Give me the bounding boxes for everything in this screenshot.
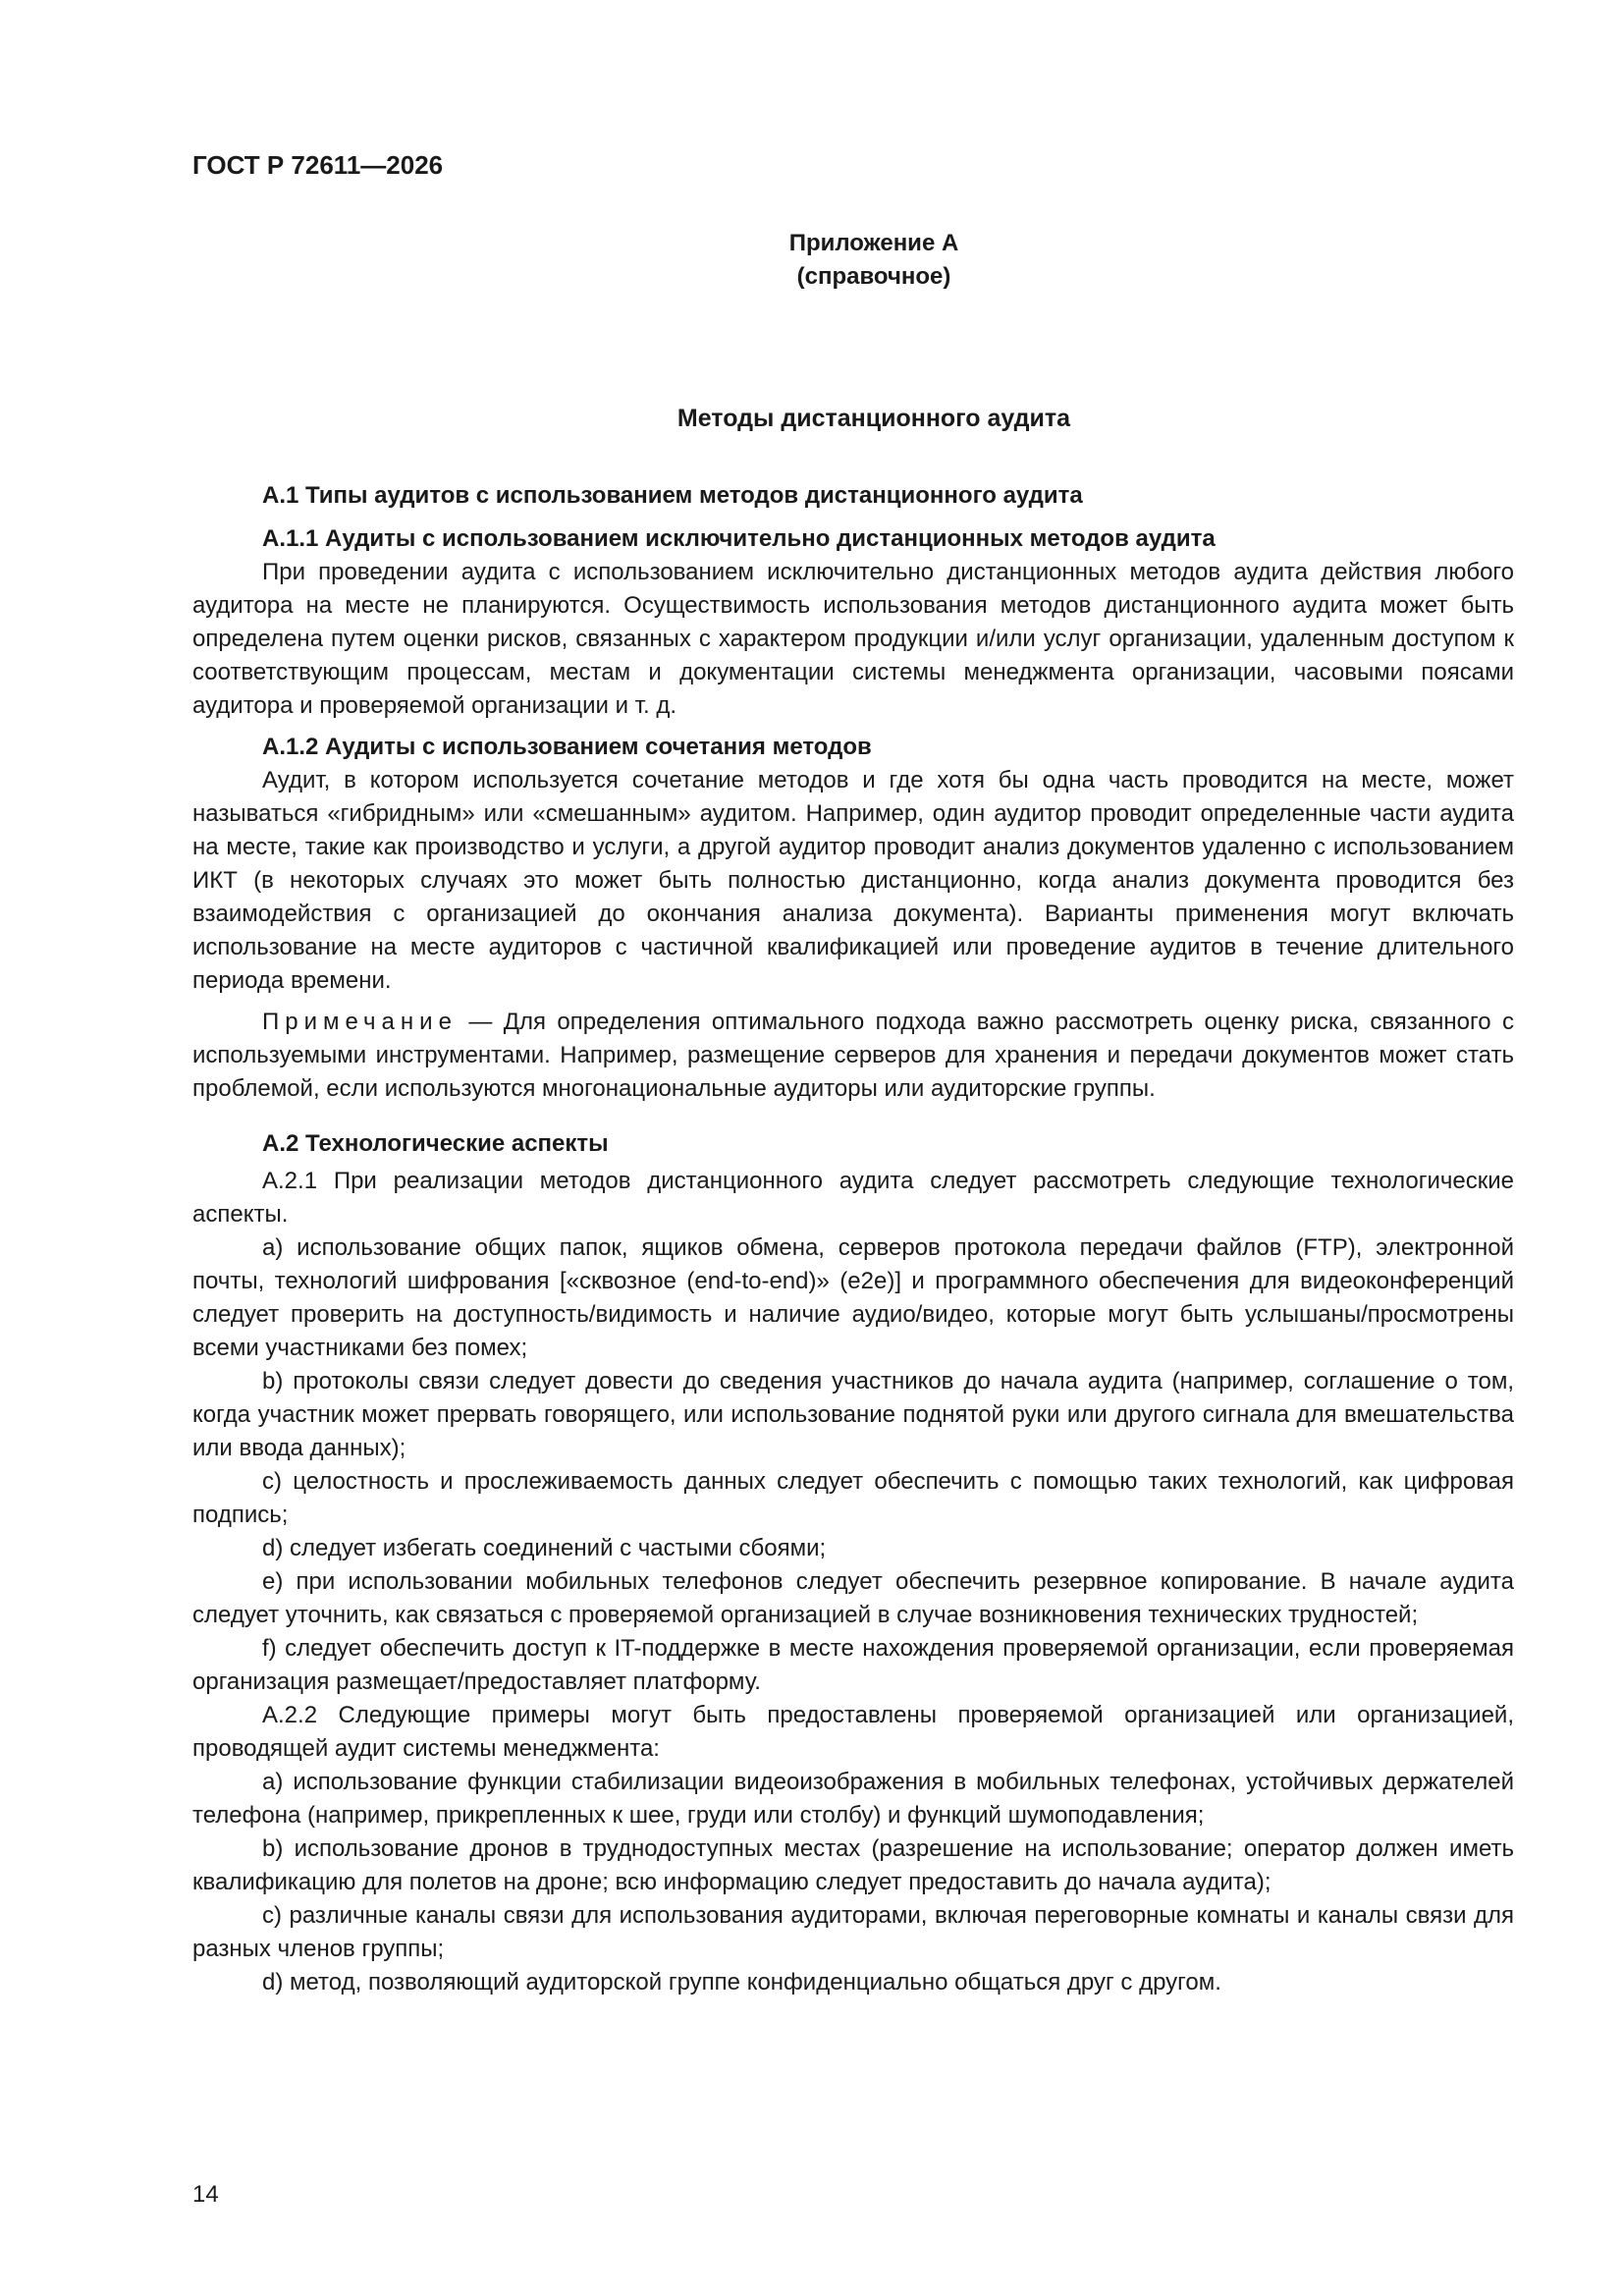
standard-code: ГОСТ Р 72611—2026	[192, 150, 444, 180]
list-item-a21-f: f) следует обеспечить доступ к IT-поддержке в месте нахождения проверяемой организации, если проверяемая организация размещает/предоставляет платформу.	[192, 1635, 1514, 1695]
document-title: Методы дистанционного аудита	[676, 405, 1071, 432]
list-item-a22-a: a) использование функции стабилизации видеоизображения в мобильных телефонах, устойчивых держателей телефона (например, прикрепленных к шее, груди или столбу) и функций шумоподавления;	[192, 1769, 1514, 1829]
section-a11-heading: А.1.1 Аудиты с использованием исключительно дистанционных методов аудита	[262, 525, 1216, 552]
section-a11-text: При проведении аудита с использованием исключительно дистанционных методов аудита действия любого аудитора на месте не планируются. Осуществимость использования методов дистанционного аудита может быть определена путем оценки рисков, связанных с характером продукции и/или услуг организации, удаленным доступом к соответствующим процессам, местам и документации системы менеджмента организации, часовыми поясами аудитора и проверяемой организации и т. д.	[192, 559, 1514, 719]
page-number: 14	[192, 2181, 219, 2208]
list-item-a21-b: b) протоколы связи следует довести до сведения участников до начала аудита (например, соглашение о том, когда участник может прервать говорящего, или использование поднятой руки или другого сигнала для вмешательства или ввода данных);	[192, 1368, 1514, 1461]
note-label: Примечание	[262, 1009, 458, 1035]
annex-title: Приложение А	[788, 230, 959, 256]
section-a1-heading: А.1 Типы аудитов с использованием методов дистанционного аудита	[262, 482, 1083, 509]
list-item-a21-e: e) при использовании мобильных телефонов следует обеспечить резервное копирование. В начале аудита следует уточнить, как связаться с проверяемой организацией в случае возникновения технических трудностей;	[192, 1568, 1514, 1628]
list-item-a21-a: a) использование общих папок, ящиков обмена, серверов протокола передачи файлов (FTP), электронной почты, технологий шифрования [«сквозное (end-to-end)» (e2e)] и программного обеспечения для видеоконференций следует проверить на доступность/видимость и наличие аудио/видео, которые могут быть услышаны/просмотрены всеми участниками без помех;	[192, 1234, 1514, 1361]
section-a22-text: А.2.2 Следующие примеры могут быть предоставлены проверяемой организацией или организацией, проводящей аудит системы менеджмента:	[192, 1702, 1514, 1762]
list-item-a22-c: c) различные каналы связи для использования аудиторами, включая переговорные комнаты и каналы связи для разных членов группы;	[192, 1902, 1514, 1962]
note-paragraph	[192, 1006, 1514, 1106]
section-a21-text: А.2.1 При реализации методов дистанционного аудита следует рассмотреть следующие технологические аспекты.	[192, 1168, 1514, 1228]
list-item-a22-d: d) метод, позволяющий аудиторской группе конфиденциально общаться друг с другом.	[262, 1969, 1221, 1995]
document-body	[192, 479, 1514, 1999]
list-item-a22-b: b) использование дронов в труднодоступных местах (разрешение на использование; оператор должен иметь квалификацию для полетов на дроне; всю информацию следует предоставить до начала аудита);	[192, 1835, 1514, 1895]
list-item-a21-d: d) следует избегать соединений с частыми сбоями;	[262, 1535, 827, 1561]
section-a2-heading: А.2 Технологические аспекты	[262, 1130, 609, 1157]
note-text: — Для определения оптимального подхода важно рассмотреть оценку риска, связанного с используемыми инструментами. Например, размещение серверов для хранения и передачи документов может стать проблемой, если используются многонациональные аудиторы или аудиторские группы.	[192, 1009, 1514, 1102]
section-a12-heading: А.1.2 Аудиты с использованием сочетания методов	[262, 734, 872, 760]
annex-kind: (справочное)	[796, 263, 951, 290]
list-item-a21-c: c) целостность и прослеживаемость данных следует обеспечить с помощью таких технологий, как цифровая подпись;	[192, 1468, 1514, 1528]
section-a12-text: Аудит, в котором используется сочетание методов и где хотя бы одна часть проводится на месте, может называться «гибридным» или «смешанным» аудитом. Например, один аудитор проводит определенные части аудита на месте, такие как производство и услуги, а другой аудитор проводит анализ документов удаленно с использованием ИКТ (в некоторых случаях это может быть полностью дистанционно, когда анализ документа проводится без взаимодействия с организацией до окончания анализа документа). Варианты применения могут включать использование на месте аудиторов с частичной квалификацией или проведение аудитов в течение длительного периода времени.	[192, 767, 1514, 994]
